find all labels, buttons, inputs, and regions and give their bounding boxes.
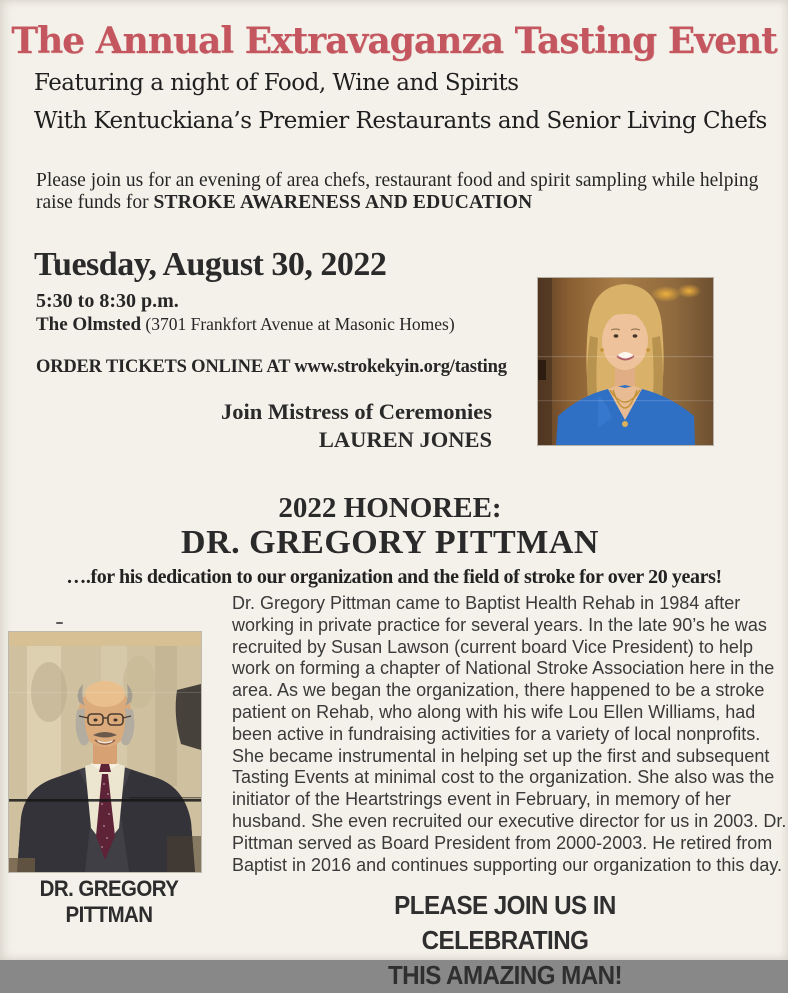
mc-intro-line: Join Mistress of Ceremonies [221,399,492,424]
event-time: 5:30 to 8:30 p.m. [36,290,179,312]
portrait-man-graphic [9,632,201,872]
subtitle-line2: With Kentuckiana’s Premier Restaurants and Senior Living Chefs [34,108,767,134]
intro-text: Please join us for an evening of area chefs, restaurant food and spirit sampling while helping raise funds for [36,170,759,213]
honoree-heading: 2022 HONOREE: [278,492,502,524]
lauren-jones-photo [537,277,714,446]
event-venue [36,314,455,336]
closing-line2: THIS AMAZING MAN! [387,960,623,990]
closing-line1: PLEASE JOIN US IN CELEBRATING [394,890,616,955]
honoree-name: DR. GREGORY PITTMAN [181,524,599,561]
scan-artifact-dash [56,622,63,624]
closing-call-to-action [314,888,695,993]
honoree-bio: Dr. Gregory Pittman came to Baptist Health Rehab in 1984 after working in private practice for several years. In the late 90’s he was recruited by Susan Lawson (current board Vice President) to help work on forming a chapter of National Stroke Association here in the area. As we began the organization, there happened to be a stroke patient on Rehab, who along with his wife Lou Ellen Williams, had been active in fundraising activities for a variety of local nonprofits. She became instrumental in helping set up the first and subsequent Tasting Events at minimal cost to the organization. She also was the initiator of the Heartstrings event in February, in memory of her husband. She even recruited our executive director for us in 2003. Dr. Pittman served as Board President from 2000-2003. He retired from Baptist in 2016 and continues supporting our organization to this day. [232,593,787,875]
intro-cause-text: STROKE AWARENESS AND EDUCATION [153,192,533,213]
venue-name: The Olmsted [36,314,142,335]
gregory-pittman-photo [8,631,202,873]
venue-address: (3701 Frankfort Avenue at Masonic Homes) [141,314,455,334]
mc-name: LAUREN JONES [318,427,492,452]
portrait-woman-graphic [538,278,713,445]
intro-paragraph [36,170,776,214]
mistress-of-ceremonies-block [90,398,492,454]
event-title: The Annual Extravaganza Tasting Event [11,20,777,63]
pittman-photo-caption: DR. GREGORY PITTMAN [39,876,179,927]
event-date: Tuesday, August 30, 2022 [34,246,387,283]
honoree-dedication: ….for his dedication to our organization and the field of stroke for over 20 years! [66,566,722,588]
ticket-info: ORDER TICKETS ONLINE AT www.strokekyin.org/tasting [36,357,507,377]
subtitle-line1: Featuring a night of Food, Wine and Spirits [34,70,519,96]
